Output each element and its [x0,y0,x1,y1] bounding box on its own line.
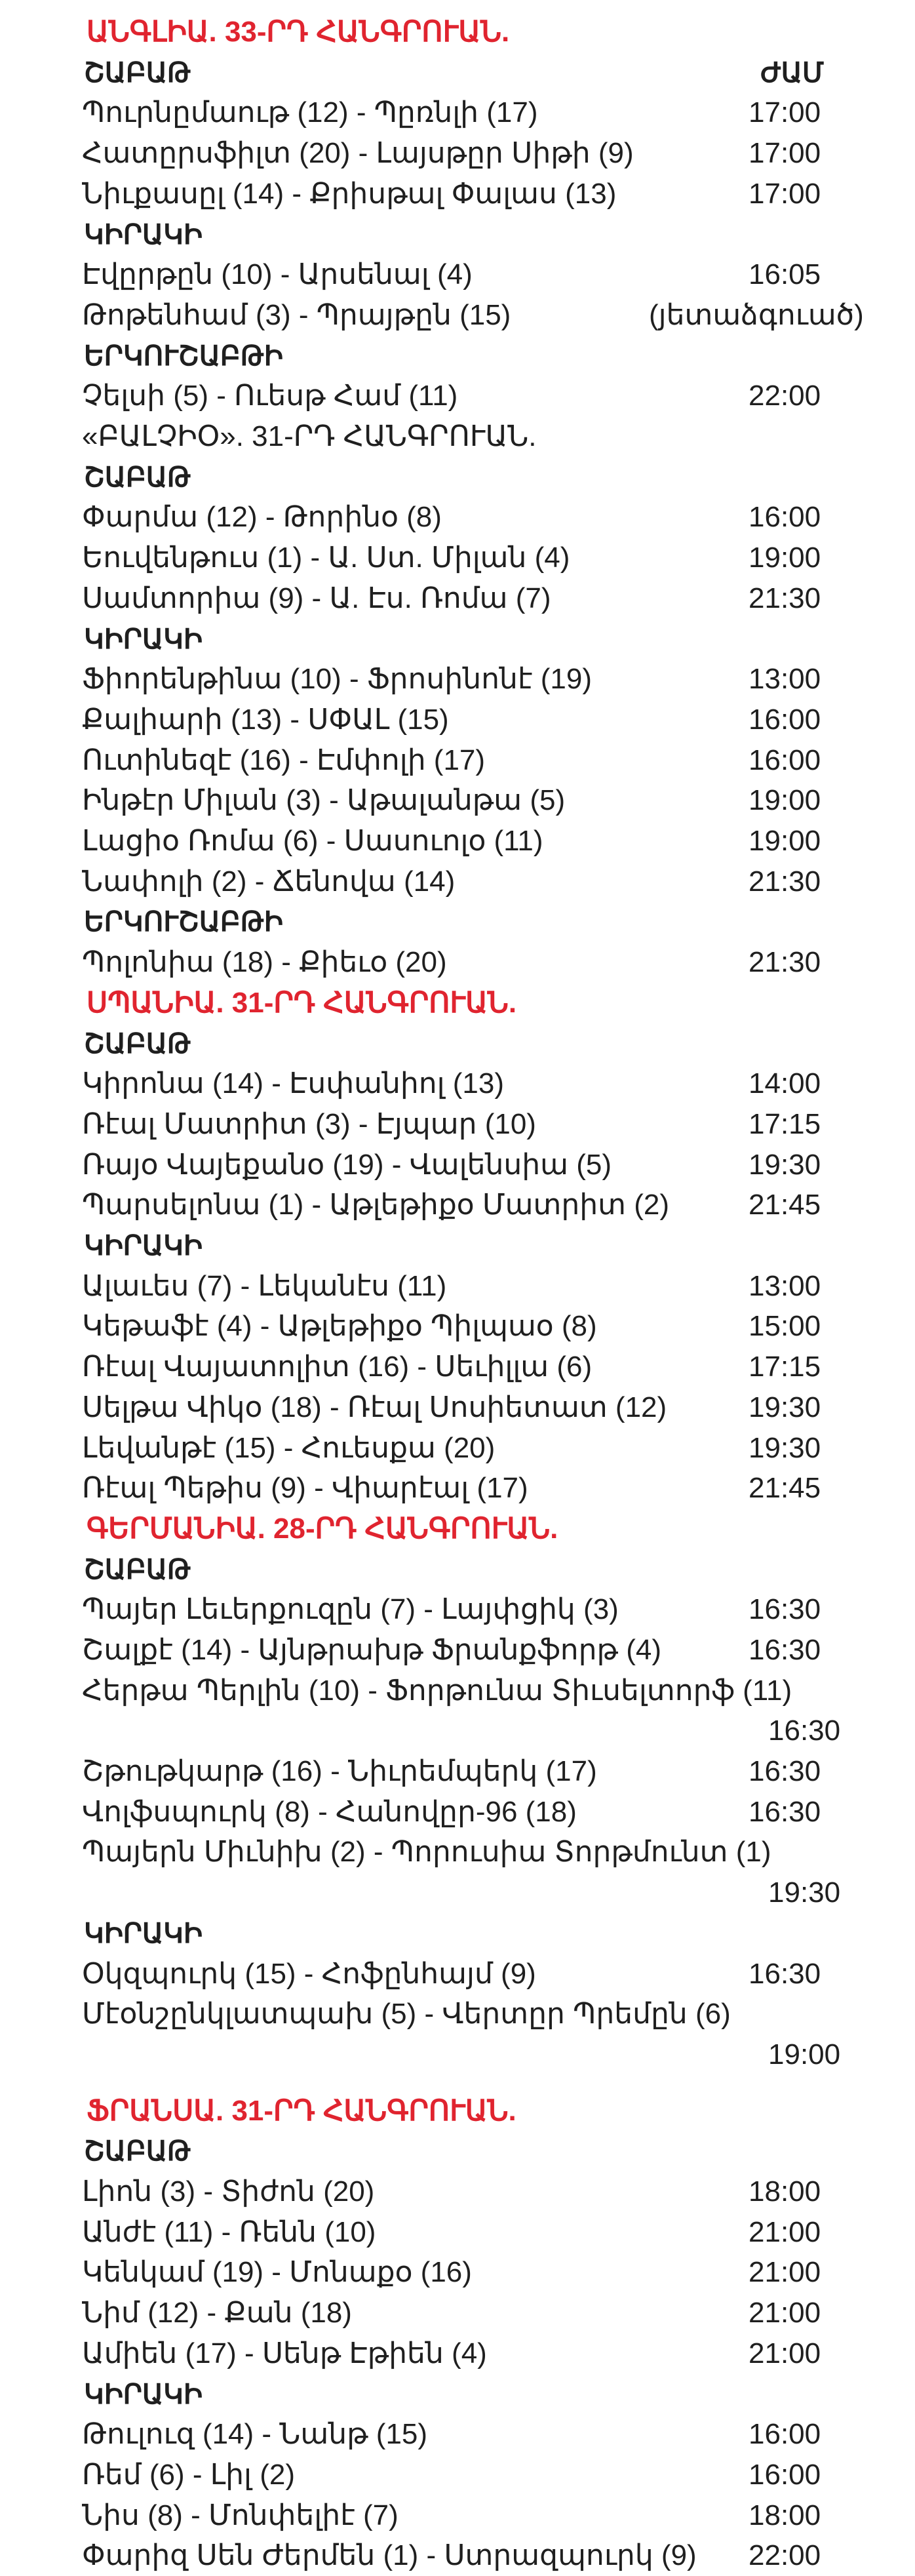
fixture-row [0,497,915,538]
fixture-time: 19:00 [749,784,821,816]
fixture-time: 16:30 [749,1958,821,1990]
day-heading [0,2131,915,2171]
fixture-time: 13:00 [749,1270,821,1302]
heading-label: «ԲԱԼՉԻՕ». 31-ՐԴ ՀԱՆԳՐՈՒԱՆ. [82,420,537,452]
fixture-time: 21:00 [749,2256,821,2288]
fixture-teams: Ամիեն (17) - Սենթ Էթիեն (4) [82,2337,487,2369]
fixture-time: 19:30 [749,1391,821,1423]
fixture-row [0,1185,915,1225]
fixture-time: 16:05 [749,258,821,290]
fixture-row [0,2293,915,2333]
fixture-time: 21:30 [749,865,821,898]
fixture-time: 16:00 [749,2459,821,2491]
fixture-row [0,1063,915,1104]
fixture-row [0,2333,915,2374]
fixture-teams: Կեթաֆէ (4) - Աթլեթիքօ Պիլպաօ (8) [82,1310,597,1342]
fixture-row [0,295,915,336]
day-heading [0,619,915,660]
fixture-teams: Պոլոնիա (18) - Քիեւօ (20) [82,946,447,978]
fixture-row [0,2252,915,2293]
fixture-teams: Ֆիորենթինա (10) - Ֆրոսինոնէ (19) [82,663,592,695]
fixture-teams: Կենկամ (19) - Մոնաքօ (16) [82,2256,472,2288]
fixture-teams: Կիրոնա (14) - Էսփանիոլ (13) [82,1067,505,1100]
fixture-row [0,2034,915,2075]
heading-label: ՇԱԲԱԹ [84,2135,191,2166]
fixture-row [0,1266,915,1307]
fixture-time: 19:00 [768,2038,841,2071]
heading-label: ԵՐԿՈՒՇԱԲԹԻ [84,340,283,371]
day-heading [0,902,915,942]
fixture-time: 16:00 [749,501,821,533]
heading-label: ՇԱԲԱԹ [84,1554,191,1585]
fixture-row [0,2212,915,2253]
league-heading [0,416,915,457]
fixture-row [0,2171,915,2212]
fixture-row [0,1387,915,1428]
fixture-teams: Քալիարի (13) - ՍՓԱԼ (15) [82,703,449,736]
heading-label: ԿԻՐԱԿԻ [84,2379,203,2409]
fixture-row [0,942,915,983]
fixture-teams: Նիս (8) - Մոնփելիէ (7) [82,2499,399,2531]
fixture-time: 19:00 [749,825,821,857]
fixture-time: 19:30 [749,1432,821,1464]
fixture-teams: Ռէալ Վայատոլիտ (16) - Սեւիլլա (6) [82,1351,593,1383]
fixture-time: 17:15 [749,1351,821,1383]
day-heading [0,52,915,93]
fixture-teams: Լացիօ Ռոմա (6) - Սասուոլօ (11) [82,825,543,857]
fixture-teams: Ալաւես (7) - Լեկանէս (11) [82,1270,447,1302]
fixture-teams: Եուվենթուս (1) - Ա. Ստ. Միլան (4) [82,542,570,574]
fixture-teams: Փարիզ Սեն Ժերմեն (1) - Ստրազպուրկ (9) [82,2539,697,2571]
fixture-time: 16:30 [749,1755,821,1787]
fixture-row [0,780,915,821]
fixture-time: 21:45 [749,1472,821,1504]
heading-label: ՇԱԲԱԹ [84,1028,191,1059]
fixture-time: 16:30 [749,1593,821,1625]
fixture-teams: Շթութկարթ (16) - Նիւրեմպերկ (17) [82,1755,597,1787]
fixture-time: 18:00 [749,2175,821,2208]
day-heading [0,457,915,498]
fixture-time: (յետաձգուած) [649,299,864,331]
fixture-row [0,1589,915,1630]
fixture-time: 14:00 [749,1067,821,1100]
league-heading [0,1509,915,1549]
fixture-row [0,1145,915,1185]
fixture-row [0,1428,915,1469]
fixture-row [0,2495,915,2536]
fixture-row [0,821,915,862]
fixture-time: 16:30 [749,1634,821,1666]
heading-label: ՍՊԱՆԻԱ. 31-ՐԴ ՀԱՆԳՐՈՒԱՆ. [87,987,517,1019]
fixture-teams: Անժէ (11) - Ռենն (10) [82,2216,376,2248]
fixture-teams: Ռէալ Պեթիս (9) - Վիարէալ (17) [82,1472,528,1504]
fixture-teams: Պարսելոնա (1) - Աթլեթիքօ Մատրիտ (2) [82,1189,669,1221]
fixture-teams: Հերթա Պերլին (10) - Ֆորթունա Տիւսելտորֆ (11) [82,1674,792,1707]
fixture-teams: Թոթենհամ (3) - Պրայթըն (15) [82,299,511,331]
fixture-row [0,376,915,416]
day-heading [0,214,915,255]
fixture-row [0,1347,915,1387]
fixture-time: 16:30 [768,1714,841,1747]
fixture-row [0,1630,915,1671]
heading-label: ԿԻՐԱԿԻ [84,1230,203,1261]
fixture-row [0,1751,915,1792]
fixture-time: 17:15 [749,1108,821,1140]
league-heading [0,12,915,52]
fixture-row [0,1792,915,1833]
time-column-label: ԺԱՄ [760,57,825,88]
day-heading [0,1913,915,1954]
fixture-teams: Փարմա (12) - Թորինօ (8) [82,501,442,533]
fixture-row [0,174,915,214]
fixture-row [0,1994,915,2034]
fixture-time: 16:30 [749,1796,821,1828]
fixture-time: 18:00 [749,2499,821,2531]
fixture-teams: Ռեմ (6) - Լիլ (2) [82,2459,295,2491]
fixture-teams: Սամտորիա (9) - Ա. Էս. Ռոմա (7) [82,582,551,614]
fixture-time: 15:00 [749,1310,821,1342]
fixture-row [0,740,915,781]
fixture-teams: Սելթա Վիկօ (18) - Ռէալ Սոսիետատ (12) [82,1391,667,1423]
fixture-teams: Վոլֆսպուրկ (8) - Հանովըր-96 (18) [82,1796,577,1828]
fixture-teams: Հատըրսֆիլտ (20) - Լայսթըր Սիթի (9) [82,137,634,169]
fixture-teams: Նիմ (12) - Քան (18) [82,2297,352,2329]
fixture-time: 17:00 [749,178,821,210]
fixture-teams: Ինթէր Միլան (3) - Աթալանթա (5) [82,784,566,816]
fixture-time: 17:00 [749,96,821,129]
heading-label: ԱՆԳԼԻԱ. 33-ՐԴ ՀԱՆԳՐՈՒԱՆ. [87,16,510,48]
fixture-row [0,254,915,295]
fixture-teams: Նիւքասըլ (14) - Քրիսթալ Փալաս (13) [82,178,617,210]
fixture-teams: Ռէալ Մատրիտ (3) - Էյպար (10) [82,1108,536,1140]
heading-label: ՖՐԱՆՍԱ. 31-ՐԴ ՀԱՆԳՐՈՒԱՆ. [87,2095,516,2127]
fixture-teams: Օկզպուրկ (15) - Հոֆընհայմ (9) [82,1958,536,1990]
fixture-time: 13:00 [749,663,821,695]
fixture-time: 19:00 [749,542,821,574]
fixture-row [0,700,915,740]
fixture-time: 21:00 [749,2337,821,2369]
day-heading [0,336,915,376]
heading-label: ԿԻՐԱԿԻ [84,219,203,250]
fixture-time: 16:00 [749,744,821,776]
fixture-teams: Պայեր Լեւերքուզըն (7) - Լայփցիկ (3) [82,1593,619,1625]
fixture-teams: Ուտինեզէ (16) - Էմփոլի (17) [82,744,486,776]
fixture-teams: Ռայօ Վայեքանօ (19) - Վալենսիա (5) [82,1149,612,1181]
fixture-row [0,133,915,174]
day-heading [0,1549,915,1590]
fixture-time: 16:00 [749,703,821,736]
fixture-time: 19:30 [749,1149,821,1181]
fixture-time: 21:30 [749,582,821,614]
fixture-time: 21:45 [749,1189,821,1221]
fixture-row [0,1832,915,1873]
fixture-teams: Մէօնշընկլատպախ (5) - Վերտըր Պրեմըն (6) [82,1998,731,2030]
fixture-row [0,538,915,578]
fixture-row [0,1711,915,1751]
league-heading [0,2091,915,2131]
fixture-time: 22:00 [749,2539,821,2571]
fixture-row [0,2455,915,2495]
fixture-time: 16:00 [749,2418,821,2450]
fixture-row [0,659,915,700]
fixture-teams: Թուլուզ (14) - Նանթ (15) [82,2418,428,2450]
heading-label: ԳԵՐՄԱՆԻԱ. 28-ՐԴ ՀԱՆԳՐՈՒԱՆ. [87,1513,558,1545]
day-heading [0,2374,915,2415]
fixture-time: 19:30 [768,1876,841,1909]
fixture-row [0,2414,915,2455]
fixture-teams: Լիոն (3) - Տիժոն (20) [82,2175,375,2208]
fixture-time: 21:00 [749,2297,821,2329]
fixture-row [0,1306,915,1347]
fixture-time: 17:00 [749,137,821,169]
fixture-teams: Պայերն Միւնիխ (2) - Պորուսիա Տորթմունտ (1) [82,1836,771,1868]
fixture-time: 21:00 [749,2216,821,2248]
heading-label: ԿԻՐԱԿԻ [84,624,203,654]
fixture-row [0,1671,915,1711]
heading-label: ԿԻՐԱԿԻ [84,1918,203,1949]
fixture-row [0,578,915,619]
fixture-row [0,92,915,133]
day-heading [0,1023,915,1064]
heading-label: ԵՐԿՈՒՇԱԲԹԻ [84,906,283,937]
day-heading [0,1225,915,1266]
fixture-teams: Էվըրթըն (10) - Արսենալ (4) [82,258,473,290]
fixture-row [0,1873,915,1913]
fixture-row [0,2535,915,2576]
heading-label: ՇԱԲԱԹ [84,462,191,492]
heading-label: ՇԱԲԱԹ [84,57,191,88]
fixture-teams: Պուրնըմաութ (12) - Պըռնլի (17) [82,96,538,129]
fixture-teams: Շալքէ (14) - Այնթրախթ Ֆրանքֆորթ (4) [82,1634,662,1666]
fixture-teams: Լեվանթէ (15) - Հուեսքա (20) [82,1432,496,1464]
fixture-teams: Նափոլի (2) - Ճենովա (14) [82,865,456,898]
fixture-row [0,1954,915,1994]
fixture-teams: Չելսի (5) - Ուեսթ Համ (11) [82,380,458,412]
fixture-time: 22:00 [749,380,821,412]
fixture-time: 21:30 [749,946,821,978]
fixture-row [0,1468,915,1509]
fixture-row [0,862,915,902]
league-heading [0,983,915,1023]
fixture-row [0,1104,915,1145]
